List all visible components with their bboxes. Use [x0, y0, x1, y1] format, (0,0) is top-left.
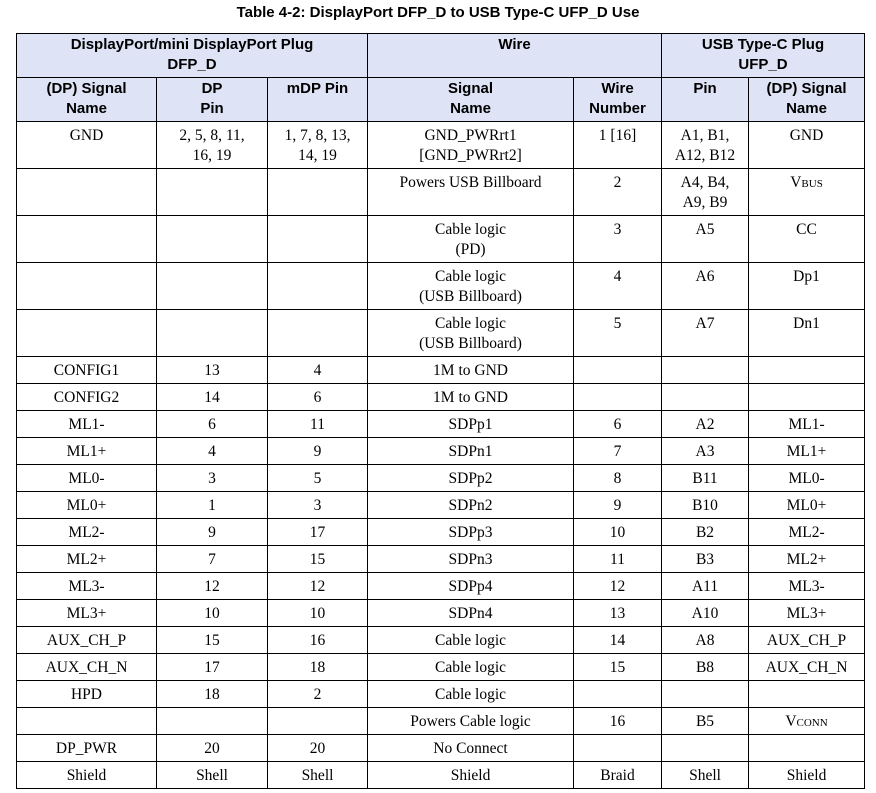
table-title: Table 4-2: DisplayPort DFP_D to USB Type-C UFP_D Use: [236, 4, 640, 21]
cell-usbc-pin: [662, 681, 749, 708]
cell-usbc-pin: B11: [662, 465, 749, 492]
cell-usbc-signal: AUX_CH_N: [749, 654, 865, 681]
cell-wire-signal: SDPn3: [368, 546, 574, 573]
cell-dp-signal: ML2+: [17, 546, 157, 573]
cell-dp-signal: GND: [17, 122, 157, 169]
cell-dp-signal: [17, 708, 157, 735]
cell-dp-pin: 7: [157, 546, 268, 573]
cell-dp-pin: Shell: [157, 762, 268, 789]
table-row: [17, 492, 865, 519]
cell-usbc-signal: ML2+: [749, 546, 865, 573]
cell-dp-signal: AUX_CH_N: [17, 654, 157, 681]
cell-wire-signal: 1M to GND: [368, 357, 574, 384]
cell-mdp-pin: 16: [268, 627, 368, 654]
cell-wire-number: 7: [574, 438, 662, 465]
cell-usbc-signal: ML3+: [749, 600, 865, 627]
table-row: [17, 357, 865, 384]
cell-wire-number: 6: [574, 411, 662, 438]
table-row: [17, 762, 865, 789]
cell-usbc-pin: A4, B4, A9, B9: [662, 169, 749, 216]
cell-usbc-pin: A1, B1, A12, B12: [662, 122, 749, 169]
col-header-wire-number: Wire Number: [574, 78, 662, 122]
cell-dp-pin: 17: [157, 654, 268, 681]
cell-wire-signal: SDPp2: [368, 465, 574, 492]
cell-usbc-pin: [662, 384, 749, 411]
cell-dp-signal: [17, 263, 157, 310]
table-row: [17, 169, 865, 216]
cell-wire-number: 15: [574, 654, 662, 681]
group-header-wire: Wire: [368, 34, 662, 78]
cell-wire-signal: SDPp3: [368, 519, 574, 546]
cell-usbc-signal: AUX_CH_P: [749, 627, 865, 654]
cell-usbc-pin: [662, 735, 749, 762]
cell-wire-signal: Powers Cable logic: [368, 708, 574, 735]
cell-usbc-pin: A10: [662, 600, 749, 627]
cell-usbc-pin: A3: [662, 438, 749, 465]
cell-dp-signal: ML1+: [17, 438, 157, 465]
cell-dp-pin: [157, 310, 268, 357]
cell-usbc-pin: [662, 357, 749, 384]
cell-mdp-pin: 4: [268, 357, 368, 384]
cell-wire-number: 10: [574, 519, 662, 546]
cell-dp-signal: HPD: [17, 681, 157, 708]
cell-mdp-pin: 2: [268, 681, 368, 708]
cell-dp-pin: 6: [157, 411, 268, 438]
cell-dp-pin: 4: [157, 438, 268, 465]
cell-usbc-signal: ML2-: [749, 519, 865, 546]
group-header-row: [17, 34, 865, 78]
cell-wire-signal: SDPn4: [368, 600, 574, 627]
cell-mdp-pin: 18: [268, 654, 368, 681]
cell-wire-signal: Cable logic (USB Billboard): [368, 263, 574, 310]
cell-mdp-pin: 10: [268, 600, 368, 627]
cell-wire-number: 4: [574, 263, 662, 310]
cell-usbc-pin: B10: [662, 492, 749, 519]
col-header-dp-pin: DP Pin: [157, 78, 268, 122]
table-body: [17, 122, 865, 789]
cell-usbc-signal: Shield: [749, 762, 865, 789]
cell-usbc-signal: ML3-: [749, 573, 865, 600]
cell-wire-number: 9: [574, 492, 662, 519]
cell-wire-signal: Cable logic: [368, 681, 574, 708]
cell-wire-number: [574, 735, 662, 762]
cell-wire-number: [574, 357, 662, 384]
pin-mapping-table: [16, 33, 865, 789]
cell-mdp-pin: [268, 169, 368, 216]
col-header-usbc-signal-name: (DP) Signal Name: [749, 78, 865, 122]
cell-dp-signal: ML3+: [17, 600, 157, 627]
cell-dp-pin: 13: [157, 357, 268, 384]
cell-mdp-pin: 1, 7, 8, 13, 14, 19: [268, 122, 368, 169]
cell-wire-number: 3: [574, 216, 662, 263]
cell-dp-pin: [157, 263, 268, 310]
table-row: [17, 438, 865, 465]
table-row: [17, 122, 865, 169]
cell-usbc-signal: Vconn: [749, 708, 865, 735]
cell-wire-signal: SDPp4: [368, 573, 574, 600]
table-row: [17, 411, 865, 438]
cell-usbc-pin: A8: [662, 627, 749, 654]
cell-dp-signal: [17, 169, 157, 216]
cell-wire-signal: Cable logic (USB Billboard): [368, 310, 574, 357]
cell-usbc-pin: A2: [662, 411, 749, 438]
cell-usbc-signal: [749, 681, 865, 708]
cell-mdp-pin: 11: [268, 411, 368, 438]
cell-usbc-signal: GND: [749, 122, 865, 169]
cell-mdp-pin: 5: [268, 465, 368, 492]
group-header-dp-plug: DisplayPort/mini DisplayPort Plug DFP_D: [17, 34, 368, 78]
cell-mdp-pin: 20: [268, 735, 368, 762]
cell-usbc-signal: ML0-: [749, 465, 865, 492]
cell-mdp-pin: 15: [268, 546, 368, 573]
cell-mdp-pin: [268, 310, 368, 357]
table-row: [17, 384, 865, 411]
cell-mdp-pin: 9: [268, 438, 368, 465]
table-row: [17, 600, 865, 627]
cell-usbc-signal: [749, 357, 865, 384]
cell-wire-signal: Cable logic: [368, 654, 574, 681]
cell-dp-pin: [157, 216, 268, 263]
cell-wire-signal: No Connect: [368, 735, 574, 762]
table-row: [17, 263, 865, 310]
cell-usbc-signal: Vbus: [749, 169, 865, 216]
cell-usbc-pin: A6: [662, 263, 749, 310]
cell-dp-signal: AUX_CH_P: [17, 627, 157, 654]
table-row: [17, 310, 865, 357]
cell-mdp-pin: [268, 216, 368, 263]
cell-usbc-signal: Dn1: [749, 310, 865, 357]
cell-mdp-pin: 6: [268, 384, 368, 411]
cell-usbc-pin: B5: [662, 708, 749, 735]
cell-mdp-pin: [268, 263, 368, 310]
cell-dp-pin: 2, 5, 8, 11, 16, 19: [157, 122, 268, 169]
cell-usbc-pin: A11: [662, 573, 749, 600]
cell-dp-pin: 3: [157, 465, 268, 492]
column-header-row: [17, 78, 865, 122]
col-header-mdp-pin: mDP Pin: [268, 78, 368, 122]
cell-dp-pin: [157, 169, 268, 216]
cell-dp-signal: ML3-: [17, 573, 157, 600]
cell-wire-number: Braid: [574, 762, 662, 789]
table-row: [17, 627, 865, 654]
cell-usbc-pin: A7: [662, 310, 749, 357]
cell-wire-signal: 1M to GND: [368, 384, 574, 411]
cell-mdp-pin: [268, 708, 368, 735]
cell-usbc-pin: B3: [662, 546, 749, 573]
cell-dp-pin: 10: [157, 600, 268, 627]
cell-wire-signal: SDPp1: [368, 411, 574, 438]
cell-dp-pin: 14: [157, 384, 268, 411]
cell-wire-number: 12: [574, 573, 662, 600]
cell-dp-pin: 1: [157, 492, 268, 519]
cell-usbc-signal: Dp1: [749, 263, 865, 310]
cell-dp-signal: [17, 310, 157, 357]
cell-usbc-signal: [749, 384, 865, 411]
table-row: [17, 735, 865, 762]
cell-dp-signal: DP_PWR: [17, 735, 157, 762]
cell-dp-signal: ML0+: [17, 492, 157, 519]
cell-dp-signal: ML2-: [17, 519, 157, 546]
cell-wire-signal: Shield: [368, 762, 574, 789]
cell-dp-signal: CONFIG2: [17, 384, 157, 411]
cell-wire-number: 14: [574, 627, 662, 654]
table-row: [17, 465, 865, 492]
cell-dp-pin: 18: [157, 681, 268, 708]
cell-dp-pin: 9: [157, 519, 268, 546]
col-header-dp-signal-name: (DP) Signal Name: [17, 78, 157, 122]
cell-dp-pin: 12: [157, 573, 268, 600]
cell-mdp-pin: 17: [268, 519, 368, 546]
cell-usbc-pin: B8: [662, 654, 749, 681]
cell-usbc-signal: ML1+: [749, 438, 865, 465]
table-row: [17, 708, 865, 735]
cell-usbc-signal: CC: [749, 216, 865, 263]
cell-dp-signal: ML1-: [17, 411, 157, 438]
cell-wire-number: 2: [574, 169, 662, 216]
cell-usbc-pin: B2: [662, 519, 749, 546]
table-row: [17, 654, 865, 681]
cell-dp-signal: CONFIG1: [17, 357, 157, 384]
cell-dp-pin: 20: [157, 735, 268, 762]
cell-wire-number: 1 [16]: [574, 122, 662, 169]
table-row: [17, 573, 865, 600]
col-header-usbc-pin: Pin: [662, 78, 749, 122]
cell-wire-signal: SDPn2: [368, 492, 574, 519]
cell-wire-number: [574, 681, 662, 708]
cell-wire-signal: Powers USB Billboard: [368, 169, 574, 216]
table-row: [17, 681, 865, 708]
cell-usbc-signal: [749, 735, 865, 762]
col-header-wire-signal-name: Signal Name: [368, 78, 574, 122]
table-row: [17, 216, 865, 263]
cell-mdp-pin: 12: [268, 573, 368, 600]
cell-wire-number: 11: [574, 546, 662, 573]
cell-usbc-signal: ML0+: [749, 492, 865, 519]
cell-wire-number: 8: [574, 465, 662, 492]
group-header-usbc-plug: USB Type-C Plug UFP_D: [662, 34, 865, 78]
cell-usbc-pin: Shell: [662, 762, 749, 789]
cell-wire-number: 13: [574, 600, 662, 627]
table-row: [17, 546, 865, 573]
cell-wire-number: 5: [574, 310, 662, 357]
cell-wire-number: [574, 384, 662, 411]
cell-dp-signal: ML0-: [17, 465, 157, 492]
cell-mdp-pin: 3: [268, 492, 368, 519]
cell-usbc-pin: A5: [662, 216, 749, 263]
cell-wire-signal: Cable logic: [368, 627, 574, 654]
cell-mdp-pin: Shell: [268, 762, 368, 789]
table-row: [17, 519, 865, 546]
cell-wire-signal: SDPn1: [368, 438, 574, 465]
cell-wire-number: 16: [574, 708, 662, 735]
cell-dp-pin: [157, 708, 268, 735]
cell-wire-signal: GND_PWRrt1 [GND_PWRrt2]: [368, 122, 574, 169]
cell-usbc-signal: ML1-: [749, 411, 865, 438]
cell-wire-signal: Cable logic (PD): [368, 216, 574, 263]
cell-dp-signal: [17, 216, 157, 263]
cell-dp-signal: Shield: [17, 762, 157, 789]
cell-dp-pin: 15: [157, 627, 268, 654]
